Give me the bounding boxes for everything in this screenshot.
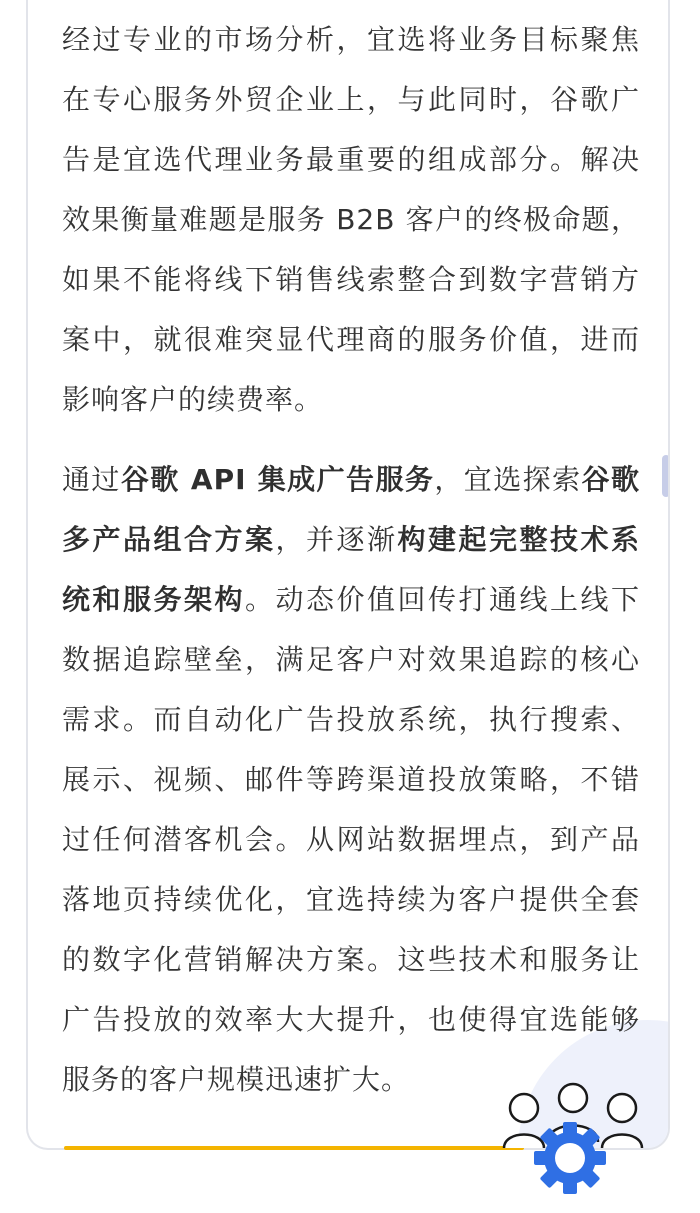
p2-bold-2: 谷歌多产品组合方案 — [62, 463, 640, 556]
paragraph-2 — [62, 450, 640, 1110]
p2-text-4: 。动态价值回传打通线上线下数据追踪壁垒，满足客户对效果追踪的核心需求。而自动化广告投放系统，执行搜索、展示、视频、邮件等跨渠道投放策略，不错过任何潜客机会。从网站数据埋点，到产品落地页持续优化，宜选持续为客户提供全套的数字化营销解决方案。这些技术和服务让广告投放的效率大大提升，也使得宜选能够服务的客户规模迅速扩大。 — [62, 583, 640, 1096]
paragraph-1: 经过专业的市场分析，宜选将业务目标聚焦在专心服务外贸企业上，与此同时，谷歌广告是宜选代理业务最重要的组成部分。解决效果衡量难题是服务 B2B 客户的终极命题，如果不能将线下销售线索整合到数字营销方案中，就很难突显代理商的服务价值，进而影响客户的续费率。 — [62, 23, 640, 416]
scroll-indicator[interactable] — [662, 455, 670, 497]
p2-bold-3: 构建起完整技术系统和服务架构 — [62, 523, 640, 616]
accent-underline — [64, 1146, 524, 1150]
p2-text-2: ，宜选探索 — [434, 463, 582, 496]
p2-text-1: 通过 — [62, 463, 121, 496]
p2-bold-1: 谷歌 API 集成广告服务 — [120, 463, 435, 496]
team-gear-icon — [498, 1082, 648, 1207]
p2-text-3: ，并逐渐 — [275, 523, 398, 556]
